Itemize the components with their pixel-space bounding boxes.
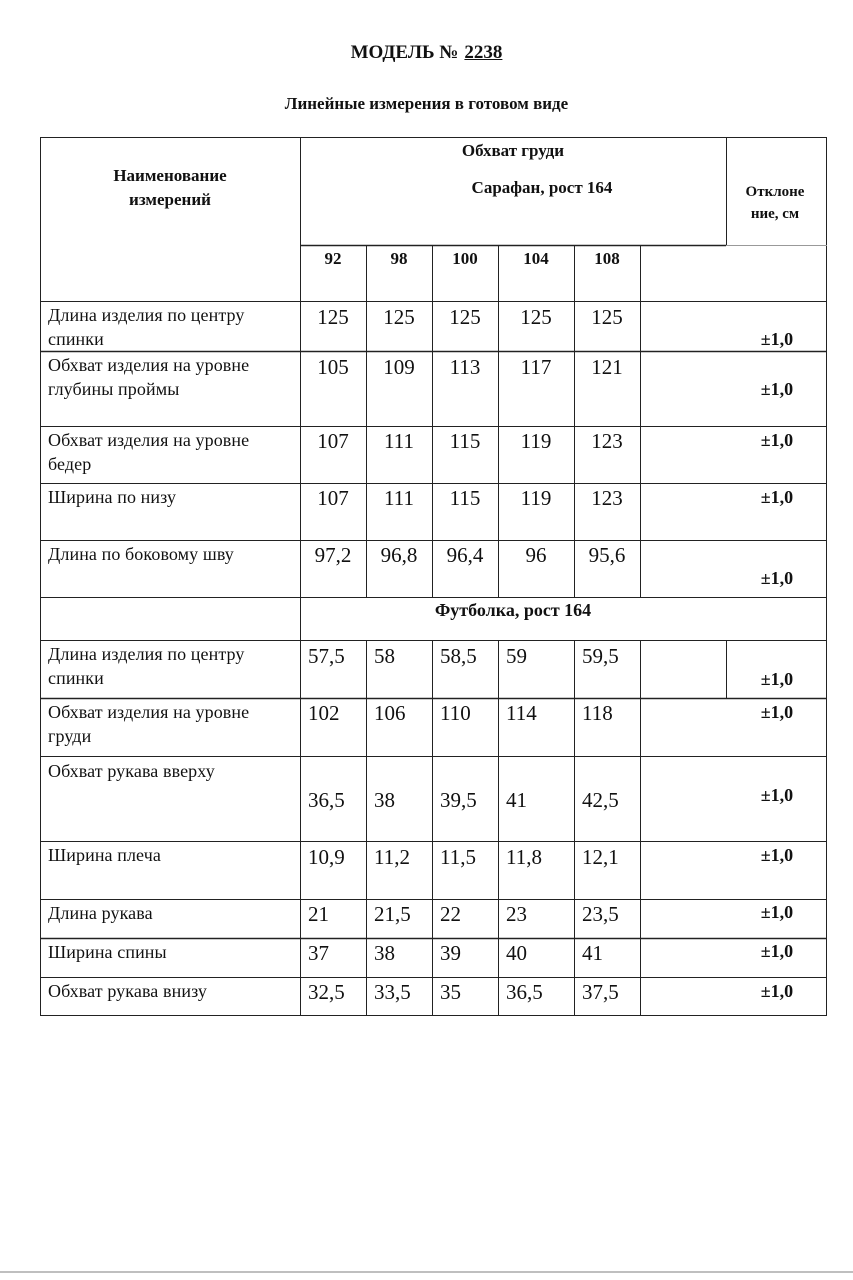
futbolka-row-value: 42,5: [582, 788, 619, 812]
sarafan-row-value: 113: [449, 355, 481, 379]
size-header-3: 104: [523, 249, 549, 268]
sarafan-row-value: 111: [384, 429, 414, 453]
sarafan-row-value: 115: [449, 429, 481, 453]
sarafan-row-deviation: ±1,0: [760, 430, 794, 450]
futbolka-row-value: 114: [506, 701, 537, 725]
chest-girth-header: Обхват груди: [461, 141, 565, 160]
futbolka-row-value: 106: [374, 701, 406, 725]
futbolka-row-value: 37: [308, 941, 329, 965]
size-header-0: 92: [324, 249, 342, 268]
sarafan-row-value: 96,4: [446, 543, 484, 567]
sarafan-row-value: 97,2: [314, 543, 352, 567]
document-subtitle: Линейные измерения в готовом виде: [284, 94, 569, 113]
futbolka-row-label: Обхват изделия на уровне груди: [48, 702, 250, 746]
futbolka-row-label: Обхват рукава внизу: [48, 981, 207, 1001]
futbolka-row-value: 36,5: [308, 788, 345, 812]
futbolka-row-value: 57,5: [308, 644, 345, 668]
sarafan-row-value: 125: [520, 305, 552, 329]
futbolka-row-value: 10,9: [308, 845, 345, 869]
sarafan-row-value: 119: [520, 429, 552, 453]
sarafan-row-deviation: ±1,0: [760, 568, 794, 588]
futbolka-row-value: 59,5: [582, 644, 619, 668]
sarafan-row-value: 109: [383, 355, 415, 379]
futbolka-row-value: 38: [374, 941, 395, 965]
futbolka-row-deviation: ±1,0: [760, 702, 794, 722]
sarafan-row-value: 125: [449, 305, 481, 329]
sarafan-row-deviation: ±1,0: [760, 487, 794, 507]
futbolka-row-value: 41: [506, 788, 527, 812]
futbolka-row-value: 102: [308, 701, 340, 725]
futbolka-row-value: 11,8: [506, 845, 542, 869]
sarafan-row-value: 125: [383, 305, 415, 329]
sarafan-row-value: 117: [520, 355, 552, 379]
futbolka-row-value: 40: [506, 941, 527, 965]
sarafan-row-label: Длина по боковому шву: [48, 544, 234, 564]
futbolka-row-value: 118: [582, 701, 613, 725]
sarafan-row-label: Ширина по низу: [48, 487, 177, 507]
futbolka-row-value: 41: [582, 941, 603, 965]
futbolka-row-label: Длина изделия по центру спинки: [48, 644, 245, 688]
futbolka-row-value: 59: [506, 644, 527, 668]
sarafan-row-value: 119: [520, 486, 552, 510]
futbolka-row-deviation: ±1,0: [760, 981, 794, 1001]
sarafan-row-value: 125: [317, 305, 349, 329]
measurement-name-header: Наименование измерений: [113, 166, 227, 209]
sarafan-row-value: 96,8: [380, 543, 418, 567]
futbolka-row-value: 110: [440, 701, 471, 725]
deviation-header: Отклоне ние, см: [745, 184, 805, 222]
sarafan-row-value: 123: [591, 486, 623, 510]
sarafan-row-value: 123: [591, 429, 623, 453]
futbolka-row-value: 36,5: [506, 980, 543, 1004]
futbolka-row-label: Ширина плеча: [48, 845, 161, 865]
size-header-4: 108: [594, 249, 620, 268]
size-header-1: 98: [390, 249, 408, 268]
sarafan-row-label: Обхват изделия на уровне бедер: [48, 430, 250, 474]
futbolka-row-value: 39: [440, 941, 461, 965]
model-number: 2238: [464, 42, 503, 63]
futbolka-row-value: 23: [506, 902, 527, 926]
futbolka-row-label: Обхват рукава вверху: [48, 761, 215, 781]
futbolka-row-deviation: ±1,0: [760, 902, 794, 922]
futbolka-row-value: 35: [440, 980, 461, 1004]
futbolka-row-value: 58,5: [440, 644, 477, 668]
sarafan-row-value: 115: [449, 486, 481, 510]
page-bottom-edge: [0, 1271, 853, 1273]
futbolka-row-value: 22: [440, 902, 461, 926]
futbolka-row-deviation: ±1,0: [760, 669, 794, 689]
futbolka-row-value: 37,5: [582, 980, 619, 1004]
futbolka-row-value: 58: [374, 644, 395, 668]
futbolka-row-deviation: ±1,0: [760, 845, 794, 865]
futbolka-row-value: 32,5: [308, 980, 345, 1004]
futbolka-row-deviation: ±1,0: [760, 785, 794, 805]
sarafan-row-value: 111: [384, 486, 414, 510]
sarafan-row-value: 107: [317, 429, 349, 453]
sarafan-row-value: 95,6: [588, 543, 626, 567]
futbolka-row-value: 21: [308, 902, 329, 926]
model-label: МОДЕЛЬ №: [350, 42, 459, 63]
futbolka-row-value: 23,5: [582, 902, 619, 926]
sarafan-row-value: 121: [591, 355, 623, 379]
sarafan-row-value: 107: [317, 486, 349, 510]
futbolka-row-value: 12,1: [582, 845, 619, 869]
futbolka-row-label: Ширина спины: [48, 942, 167, 962]
futbolka-row-label: Длина рукава: [48, 903, 153, 923]
sarafan-section-title: Сарафан, рост 164: [471, 178, 613, 197]
futbolka-section-title: Футболка, рост 164: [434, 600, 592, 620]
sarafan-row-deviation: ±1,0: [760, 379, 794, 399]
sarafan-row-value: 96: [525, 543, 547, 567]
sarafan-row-deviation: ±1,0: [760, 329, 794, 349]
sarafan-row-value: 105: [317, 355, 349, 379]
futbolka-row-value: 33,5: [374, 980, 411, 1004]
futbolka-row-value: 38: [374, 788, 395, 812]
sarafan-row-value: 125: [591, 305, 623, 329]
sarafan-row-label: Обхват изделия на уровне глубины проймы: [48, 355, 250, 399]
futbolka-row-value: 11,5: [440, 845, 476, 869]
futbolka-row-value: 39,5: [440, 788, 477, 812]
futbolka-row-deviation: ±1,0: [760, 941, 794, 961]
futbolka-row-value: 21,5: [374, 902, 411, 926]
futbolka-row-value: 11,2: [374, 845, 410, 869]
sarafan-row-label: Длина изделия по центру спинки: [48, 305, 245, 349]
size-header-2: 100: [452, 249, 478, 268]
